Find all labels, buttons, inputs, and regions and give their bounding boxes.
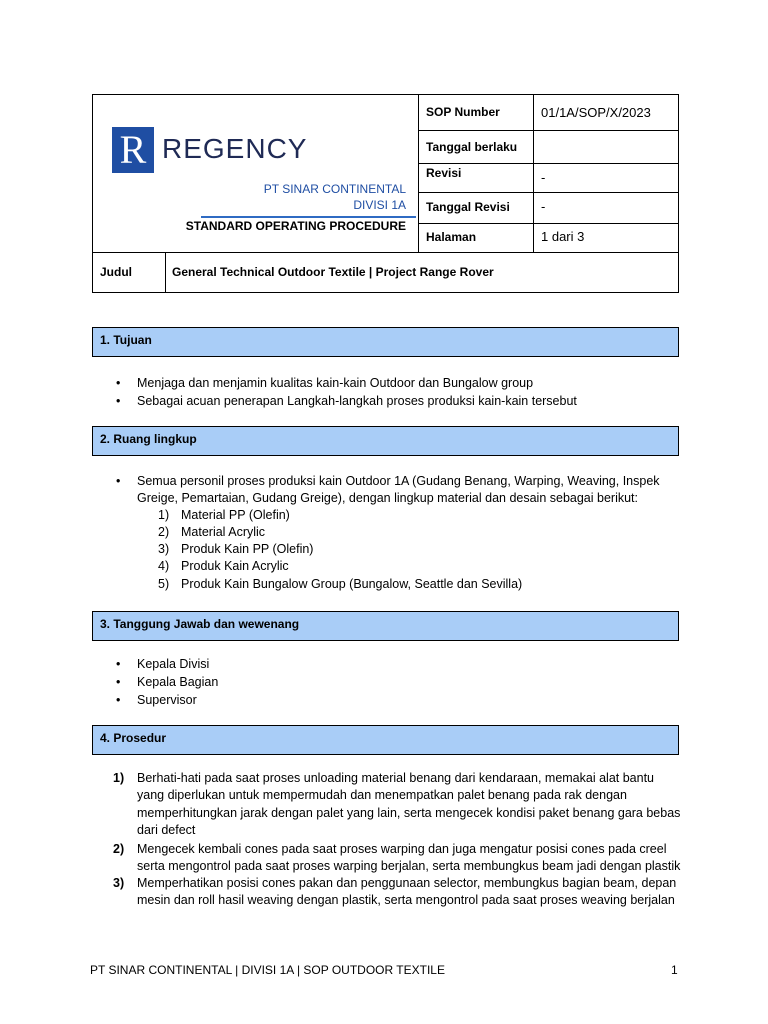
tanggal-revisi-value: -	[541, 199, 546, 214]
bullet-icon: •	[116, 474, 121, 488]
sop-number-value: 01/1A/SOP/X/2023	[541, 105, 651, 120]
num-label: 5)	[158, 577, 170, 591]
tanggal-revisi-label: Tanggal Revisi	[426, 200, 510, 214]
section-title: 4. Prosedur	[100, 731, 167, 745]
page-number: 1	[671, 963, 678, 977]
regency-logo-text: REGENCY	[162, 133, 308, 164]
list-item	[116, 472, 660, 490]
divider	[418, 192, 679, 193]
bullet-icon: •	[116, 675, 121, 689]
list-item-text: Supervisor	[137, 693, 197, 707]
section-ruang-lingkup-header	[92, 426, 679, 456]
num-label: 2)	[158, 525, 170, 539]
procedure-line: Memperhatikan posisi cones pakan dan penggunaan selector, membungkus bagian beam, depan	[137, 876, 677, 890]
doc-type-title: STANDARD OPERATING PROCEDURE	[185, 219, 406, 233]
divider	[418, 95, 419, 252]
procedure-number: 1)	[113, 771, 125, 785]
list-item	[116, 673, 219, 691]
divider	[533, 95, 534, 252]
sop-number-label: SOP Number	[426, 105, 500, 119]
revisi-value: -	[541, 170, 546, 185]
bullet-icon: •	[116, 394, 121, 408]
scope-item: Produk Kain PP (Olefin)	[181, 542, 314, 556]
halaman-label: Halaman	[426, 230, 477, 244]
scope-item: Produk Kain Bungalow Group (Bungalow, Seattle dan Sevilla)	[181, 577, 523, 591]
list-item	[116, 374, 534, 392]
divider	[418, 223, 679, 224]
procedure-number: 3)	[113, 876, 125, 890]
procedure-number: 2)	[113, 842, 125, 856]
procedure-line: dari defect	[137, 823, 196, 837]
section-tujuan-header	[92, 327, 679, 357]
bullet-icon: •	[116, 693, 121, 707]
logo-cell	[93, 95, 418, 252]
list-item-text: Semua personil proses produksi kain Outdoor 1A (Gudang Benang, Warping, Weaving, Inspek	[137, 474, 660, 488]
revisi-label: Revisi	[426, 166, 462, 180]
bullet-icon: •	[116, 376, 121, 390]
section-title: 2. Ruang lingkup	[100, 432, 197, 446]
procedure-line: mesin dan roll hasil weaving dengan plastik, serta mengontrol pada saat proses weaving berjalan	[137, 893, 675, 907]
scope-item: Produk Kain Acrylic	[181, 559, 289, 573]
footer-text: PT SINAR CONTINENTAL | DIVISI 1A | SOP OUTDOOR TEXTILE	[90, 963, 445, 977]
list-item-continuation: Greige, Pemartaian, Gudang Greige), dengan lingkup material dan desain sebagai berikut:	[137, 491, 639, 505]
procedure-line: Mengecek kembali cones pada saat proses warping dan juga mengatur posisi cones pada creel	[137, 842, 667, 856]
num-label: 1)	[158, 508, 170, 522]
bullet-icon: •	[116, 657, 121, 671]
num-label: 4)	[158, 559, 170, 573]
division-name: DIVISI 1A	[353, 198, 406, 212]
section-title: 3. Tanggung Jawab dan wewenang	[100, 617, 300, 631]
scope-item: Material PP (Olefin)	[181, 508, 290, 522]
procedure-line: memperhitungkan jarak dengan palet yang lain, serta mengecek kondisi paket benang gara bebas	[137, 806, 681, 820]
list-item-text: Sebagai acuan penerapan Langkah-langkah proses produksi kain-kain tersebut	[137, 394, 577, 408]
scope-item: Material Acrylic	[181, 525, 266, 539]
procedure-line: Berhati-hati pada saat proses unloading material benang dari kendaraan, memakai alat bantu	[137, 771, 654, 785]
list-item	[116, 655, 210, 673]
divider	[418, 130, 679, 131]
divider	[93, 252, 679, 253]
tanggal-berlaku-label: Tanggal berlaku	[426, 140, 518, 154]
section-title: 1. Tujuan	[100, 333, 152, 347]
list-item-text: Kepala Bagian	[137, 675, 219, 689]
list-item-text: Menjaga dan menjamin kualitas kain-kain Outdoor dan Bungalow group	[137, 376, 534, 390]
section-prosedur-header	[92, 725, 679, 755]
halaman-value: 1 dari 3	[541, 229, 585, 244]
divider	[418, 163, 679, 164]
procedure-line: serta mengontrol pada saat proses warping berjalan, serta membungkus beam jadi dengan plastik	[137, 859, 681, 873]
divider	[165, 252, 166, 293]
regency-logo-mark: R	[112, 127, 154, 173]
judul-label: Judul	[100, 265, 132, 279]
procedure-line: yang diperlukan untuk mempermudah dan menempatkan palet benang pada rak dengan	[137, 788, 627, 802]
num-label: 3)	[158, 542, 170, 556]
sop-header-table	[92, 94, 679, 293]
section-tanggung-jawab-header	[92, 611, 679, 641]
list-item-text: Kepala Divisi	[137, 657, 210, 671]
judul-value: General Technical Outdoor Textile | Project Range Rover	[172, 265, 494, 279]
list-item	[116, 691, 197, 709]
list-item	[116, 392, 577, 410]
company-name: PT SINAR CONTINENTAL	[263, 182, 406, 196]
